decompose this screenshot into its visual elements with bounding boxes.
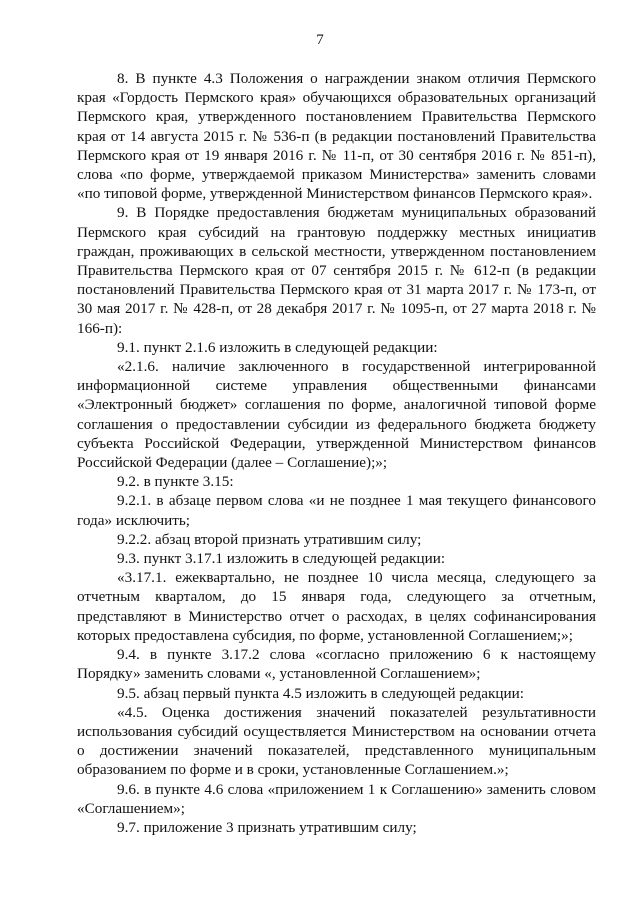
paragraph-3-17-1-quote: «3.17.1. ежеквартально, не позднее 10 числа месяца, следующего за отчетным кварталом, до 15 января года, следующего за отчетным, представляют в Министерство отчет о расходах, в целях софинансирования которых предоставлена субсидия, по форме, установленной Соглашением;»; <box>77 569 596 644</box>
paragraph-9-1: 9.1. пункт 2.1.6 изложить в следующей редакции: <box>117 338 438 356</box>
paragraph-9-5: 9.5. абзац первый пункта 4.5 изложить в следующей редакции: <box>117 684 524 702</box>
paragraph-9-3: 9.3. пункт 3.17.1 изложить в следующей редакции: <box>117 550 446 568</box>
document-body <box>77 65 596 837</box>
paragraph-8: 8. В пункте 4.3 Положения о награждении знаком отличия Пермского края «Гордость Пермского края» обучающихся образовательных организаций Пермского края, утвержденного постановлением Правительства Пермского края от 14 августа 2015 г. № 536-п (в редакции постановлений Правительства Пермского края от 19 января 2016 г. № 11-п, от 30 сентября 2016 г. № 851-п), слова «по форме, утверждаемой приказом Министерства» заменить словами «по типовой форме, утвержденной Министерством финансов Пермского края». <box>77 70 596 203</box>
paragraph-9-2-1: 9.2.1. в абзаце первом слова «и не позднее 1 мая текущего финансового года» исключить; <box>77 492 596 529</box>
paragraph-9-2: 9.2. в пункте 3.15: <box>117 473 234 491</box>
paragraph-2-1-6-quote: «2.1.6. наличие заключенного в государственной интегрированной информационной системе управления общественными финансами «Электронный бюджет» соглашения по форме, аналогичной типовой форме соглашения о предоставлении субсидии из федерального бюджета бюджету субъекта Российской Федерации, утвержденной Министерством финансов Российской Федерации (далее – Соглашение);»; <box>77 358 596 472</box>
paragraph-4-5-quote: «4.5. Оценка достижения значений показателей результативности использования субсидий осуществляется Министерством на основании отчета о достижении значений показателей, представленного муниципальным образованием по форме и в сроки, установленные Соглашением.»; <box>77 703 596 779</box>
page-number: 7 <box>316 32 324 48</box>
paragraph-9-6: 9.6. в пункте 4.6 слова «приложением 1 к Соглашению» заменить словом «Соглашением»; <box>77 780 596 817</box>
paragraph-9-7: 9.7. приложение 3 признать утратившим силу; <box>117 818 417 836</box>
paragraph-9-2-2: 9.2.2. абзац второй признать утратившим силу; <box>117 530 422 548</box>
paragraph-9-4: 9.4. в пункте 3.17.2 слова «согласно приложению 6 к настоящему Порядку» заменить словами «, установленной Соглашением»; <box>77 646 596 683</box>
paragraph-9: 9. В Порядке предоставления бюджетам муниципальных образований Пермского края субсидий на грантовую поддержку местных инициатив граждан, проживающих в сельской местности, утвержденном постановлением Правительства Пермского края от 07 сентября 2015 г. № 612-п (в редакции постановлений Правительства Пермского края от 31 марта 2017 г. № 173-п, от 30 мая 2017 г. № 428-п, от 28 декабря 2017 г. № 1095-п, от 27 марта 2018 г. № 166-п): <box>77 204 596 337</box>
